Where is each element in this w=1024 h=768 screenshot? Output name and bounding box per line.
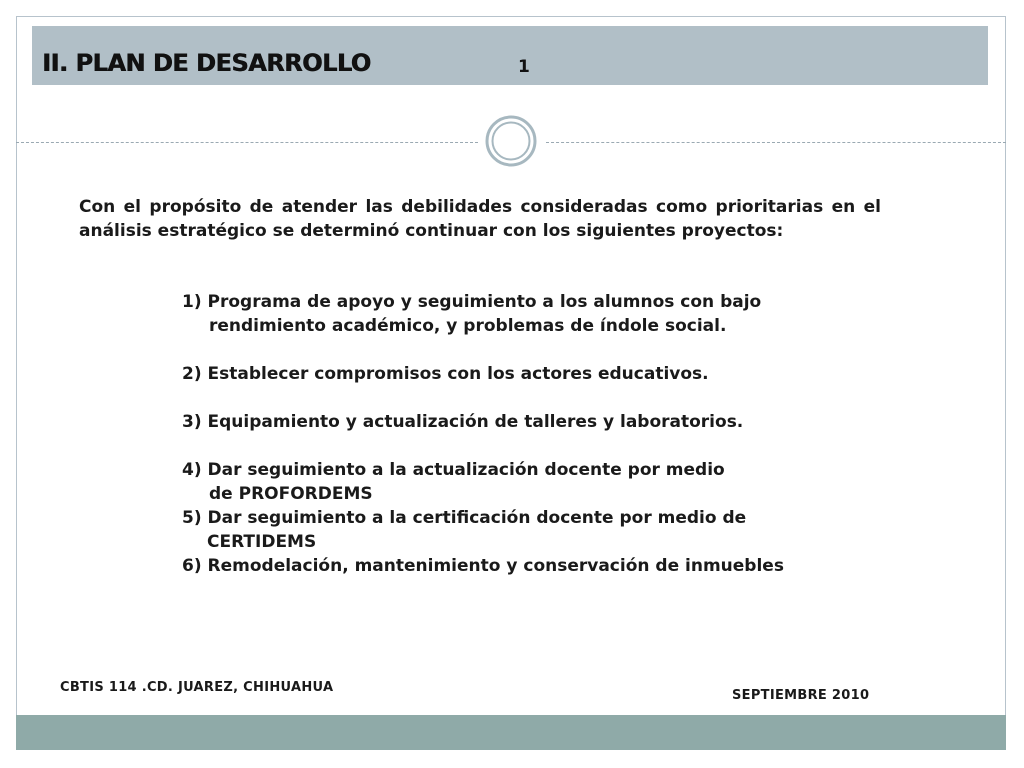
list-spacer [182,386,912,410]
divider-left [16,142,478,143]
list-item: 5) Dar seguimiento a la certificación docente por medio de [182,508,747,528]
list-item: 3) Equipamiento y actualización de talleres y laboratorios. [182,412,744,432]
list-item-continuation: de PROFORDEMS [209,484,373,504]
list-spacer [182,338,912,362]
footer-date: SEPTIEMBRE 2010 [732,688,870,703]
list-item: 1) Programa de apoyo y seguimiento a los alumnos con bajo [182,292,762,312]
list-spacer [182,434,912,458]
slide-number: 1 [518,57,530,77]
footer-institution: CBTIS 114 .CD. JUAREZ, CHIHUAHUA [60,680,334,695]
bottom-bar [16,715,1006,750]
list-item: 6) Remodelación, mantenimiento y conservación de inmuebles [182,556,784,576]
list-item-continuation: CERTIDEMS [207,532,317,552]
list-item-continuation: rendimiento académico, y problemas de índole social. [209,316,727,336]
slide-title: II. PLAN DE DESARROLLO [42,49,371,77]
divider-right [546,142,1006,143]
list-item: 2) Establecer compromisos con los actores educativos. [182,364,709,384]
circle-ornament-icon [485,115,537,167]
list-item: 4) Dar seguimiento a la actualización docente por medio [182,460,725,480]
projects-list [182,290,912,578]
intro-paragraph: Con el propósito de atender las debilidades consideradas como prioritarias en el análisis estratégico se determinó continuar con los siguientes proyectos: [79,197,881,241]
